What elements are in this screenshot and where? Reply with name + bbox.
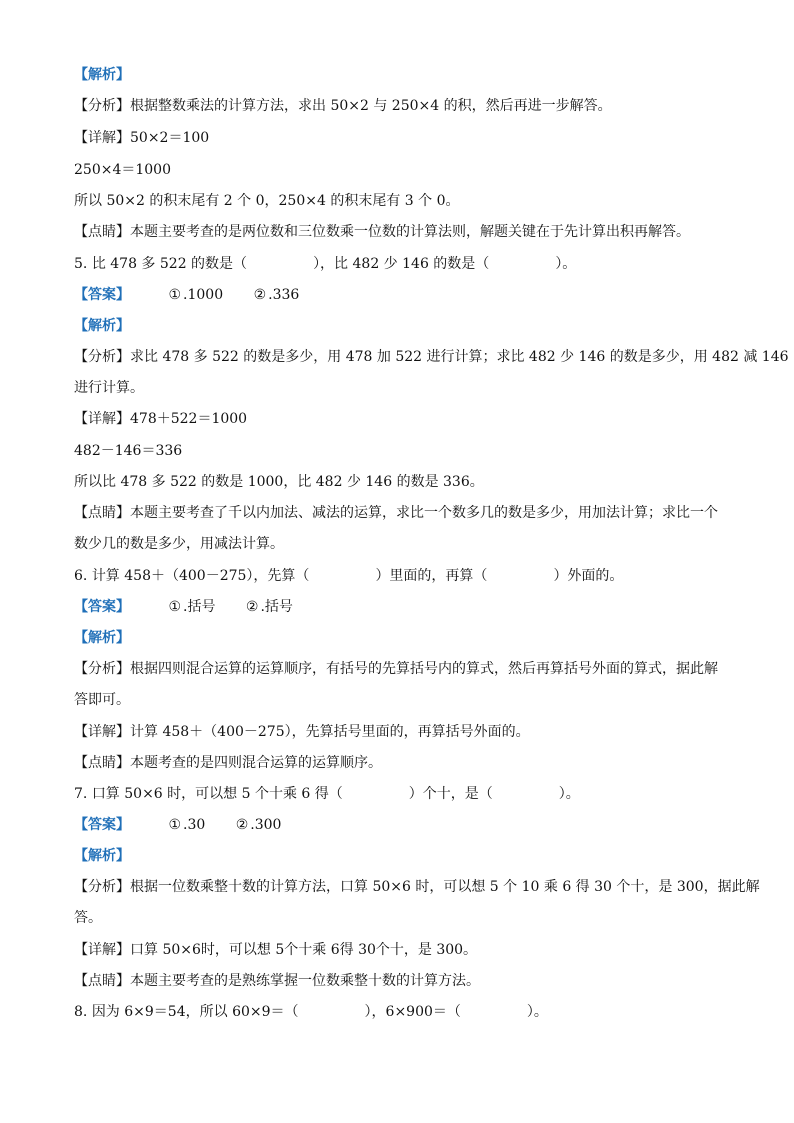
line-text: 答即可。	[74, 692, 130, 708]
section-tag: 【点睛】	[74, 973, 130, 989]
section-tag: 【分析】	[74, 349, 130, 365]
section-tag: 【解析】	[74, 848, 130, 864]
question-number: 7.	[74, 786, 88, 802]
section-tag: 【分析】	[74, 879, 130, 895]
line-text: 进行计算。	[74, 380, 144, 396]
line-text: 数少几的数是多少，用减法计算。	[74, 536, 284, 552]
line-text: 答。	[74, 910, 102, 926]
section-tag: 【点睛】	[74, 755, 130, 771]
detail-line	[74, 722, 734, 742]
question-number: 6.	[74, 568, 88, 584]
analysis-line	[74, 908, 734, 928]
answer-value: .300	[250, 817, 282, 833]
question-text: ）。	[526, 1004, 548, 1020]
line-text: 本题主要考查的是熟练掌握一位数乘整十数的计算方法。	[130, 973, 480, 989]
section-tag: 【详解】	[74, 411, 130, 427]
circled-number: ①	[168, 817, 182, 833]
answer-item	[168, 815, 205, 835]
detail-line	[74, 128, 734, 148]
answer-line	[74, 597, 734, 617]
circled-number: ②	[245, 599, 259, 615]
detail-line	[74, 940, 734, 960]
question-number: 5.	[74, 256, 88, 272]
circled-number: ①	[168, 599, 182, 615]
section-tag: 【详解】	[74, 942, 130, 958]
point-line	[74, 753, 734, 773]
question-6	[74, 566, 734, 586]
detail-line	[74, 441, 734, 461]
section-tag: 【解析】	[74, 318, 130, 334]
answer-items	[168, 597, 318, 617]
circled-number: ②	[235, 817, 249, 833]
question-text: 比 478 多 522 的数是（	[91, 256, 248, 272]
line-text: 根据整数乘法的计算方法，求出 50×2 与 250×4 的积，然后再进一步解答。	[130, 98, 612, 114]
section-tag: 【答案】	[74, 287, 130, 303]
answer-item	[168, 597, 215, 617]
circled-number: ②	[253, 287, 267, 303]
analysis-line	[74, 347, 789, 367]
question-number: 8.	[74, 1004, 88, 1020]
section-tag: 【点睛】	[74, 224, 130, 240]
question-8	[74, 1002, 734, 1022]
point-line	[74, 503, 734, 523]
point-line	[74, 971, 734, 991]
answer-item	[168, 285, 223, 305]
line-text: 根据一位数乘整十数的计算方法，口算 50×6 时，可以想 5 个 10 乘 6 得 30 个十，是 300，据此解	[130, 879, 760, 895]
analysis-header	[74, 316, 734, 336]
question-text: ）里面的，再算（	[375, 568, 488, 584]
analysis-line	[74, 96, 734, 116]
section-tag: 【答案】	[74, 599, 130, 615]
question-text: ），比 482 少 146 的数是（	[313, 256, 490, 272]
section-tag: 【点睛】	[74, 505, 130, 521]
answer-item	[236, 815, 282, 835]
answer-item	[254, 285, 300, 305]
analysis-line	[74, 690, 734, 710]
answer-value: .1000	[183, 287, 224, 303]
analysis-line	[74, 378, 734, 398]
question-text: 口算 50×6 时，可以想 5 个十乘 6 得（	[91, 786, 343, 802]
line-text: 计算 458＋（400－275），先算括号里面的，再算括号外面的。	[130, 724, 530, 740]
question-text: ）。	[558, 786, 580, 802]
detail-line	[74, 409, 734, 429]
line-text: 口算 50×6时，可以想 5个十乘 6得 30个十，是 300。	[130, 942, 478, 958]
section-tag: 【分析】	[74, 661, 130, 677]
line-text: 本题主要考查了千以内加法、减法的运算，求比一个数多几的数是多少，用加法计算；求比一个	[130, 505, 718, 521]
answer-line	[74, 815, 734, 835]
question-text: ）外面的。	[553, 568, 624, 584]
answer-value: .括号	[260, 599, 293, 615]
point-line	[74, 534, 734, 554]
answer-items	[168, 285, 325, 305]
detail-line	[74, 191, 734, 211]
detail-line	[74, 160, 734, 180]
section-tag: 【详解】	[74, 130, 130, 146]
question-text: 因为 6×9＝54，所以 60×9＝（	[91, 1004, 299, 1020]
answer-items	[168, 815, 307, 835]
question-5	[74, 254, 734, 274]
line-text: 所以比 478 多 522 的数是 1000，比 482 少 146 的数是 336。	[74, 474, 484, 490]
answer-value: .336	[268, 287, 300, 303]
line-text: 50×2＝100	[130, 130, 210, 146]
analysis-line	[74, 877, 760, 897]
line-text: 根据四则混合运算的运算顺序，有括号的先算括号内的算式，然后再算括号外面的算式，据此解	[130, 661, 718, 677]
section-tag: 【详解】	[74, 724, 130, 740]
point-line	[74, 222, 734, 242]
section-tag: 【解析】	[74, 67, 130, 83]
section-tag: 【分析】	[74, 98, 130, 114]
section-tag: 【答案】	[74, 817, 130, 833]
question-text: 计算 458＋（400－275），先算（	[91, 568, 310, 584]
answer-line	[74, 285, 734, 305]
analysis-line	[74, 659, 734, 679]
answer-item	[246, 597, 293, 617]
analysis-header	[74, 628, 734, 648]
circled-number: ①	[168, 287, 182, 303]
line-text: 所以 50×2 的积末尾有 2 个 0，250×4 的积末尾有 3 个 0。	[74, 193, 460, 209]
section-tag: 【解析】	[74, 630, 130, 646]
question-text: ）个十，是（	[408, 786, 493, 802]
detail-line	[74, 472, 734, 492]
analysis-header	[74, 65, 734, 85]
line-text: 250×4＝1000	[74, 162, 171, 178]
line-text: 本题主要考查的是两位数和三位数乘一位数的计算法则，解题关键在于先计算出积再解答。	[130, 224, 690, 240]
answer-value: .括号	[183, 599, 216, 615]
answer-value: .30	[183, 817, 206, 833]
question-7	[74, 784, 734, 804]
analysis-header	[74, 846, 734, 866]
question-text: ），6×900＝（	[364, 1004, 461, 1020]
line-text: 482－146＝336	[74, 443, 183, 459]
line-text: 478＋522＝1000	[130, 411, 248, 427]
question-text: ）。	[555, 256, 577, 272]
line-text: 本题考查的是四则混合运算的运算顺序。	[130, 755, 382, 771]
line-text: 求比 478 多 522 的数是多少，用 478 加 522 进行计算；求比 482 少 146 的数是多少，用 482 减 146	[130, 349, 789, 365]
